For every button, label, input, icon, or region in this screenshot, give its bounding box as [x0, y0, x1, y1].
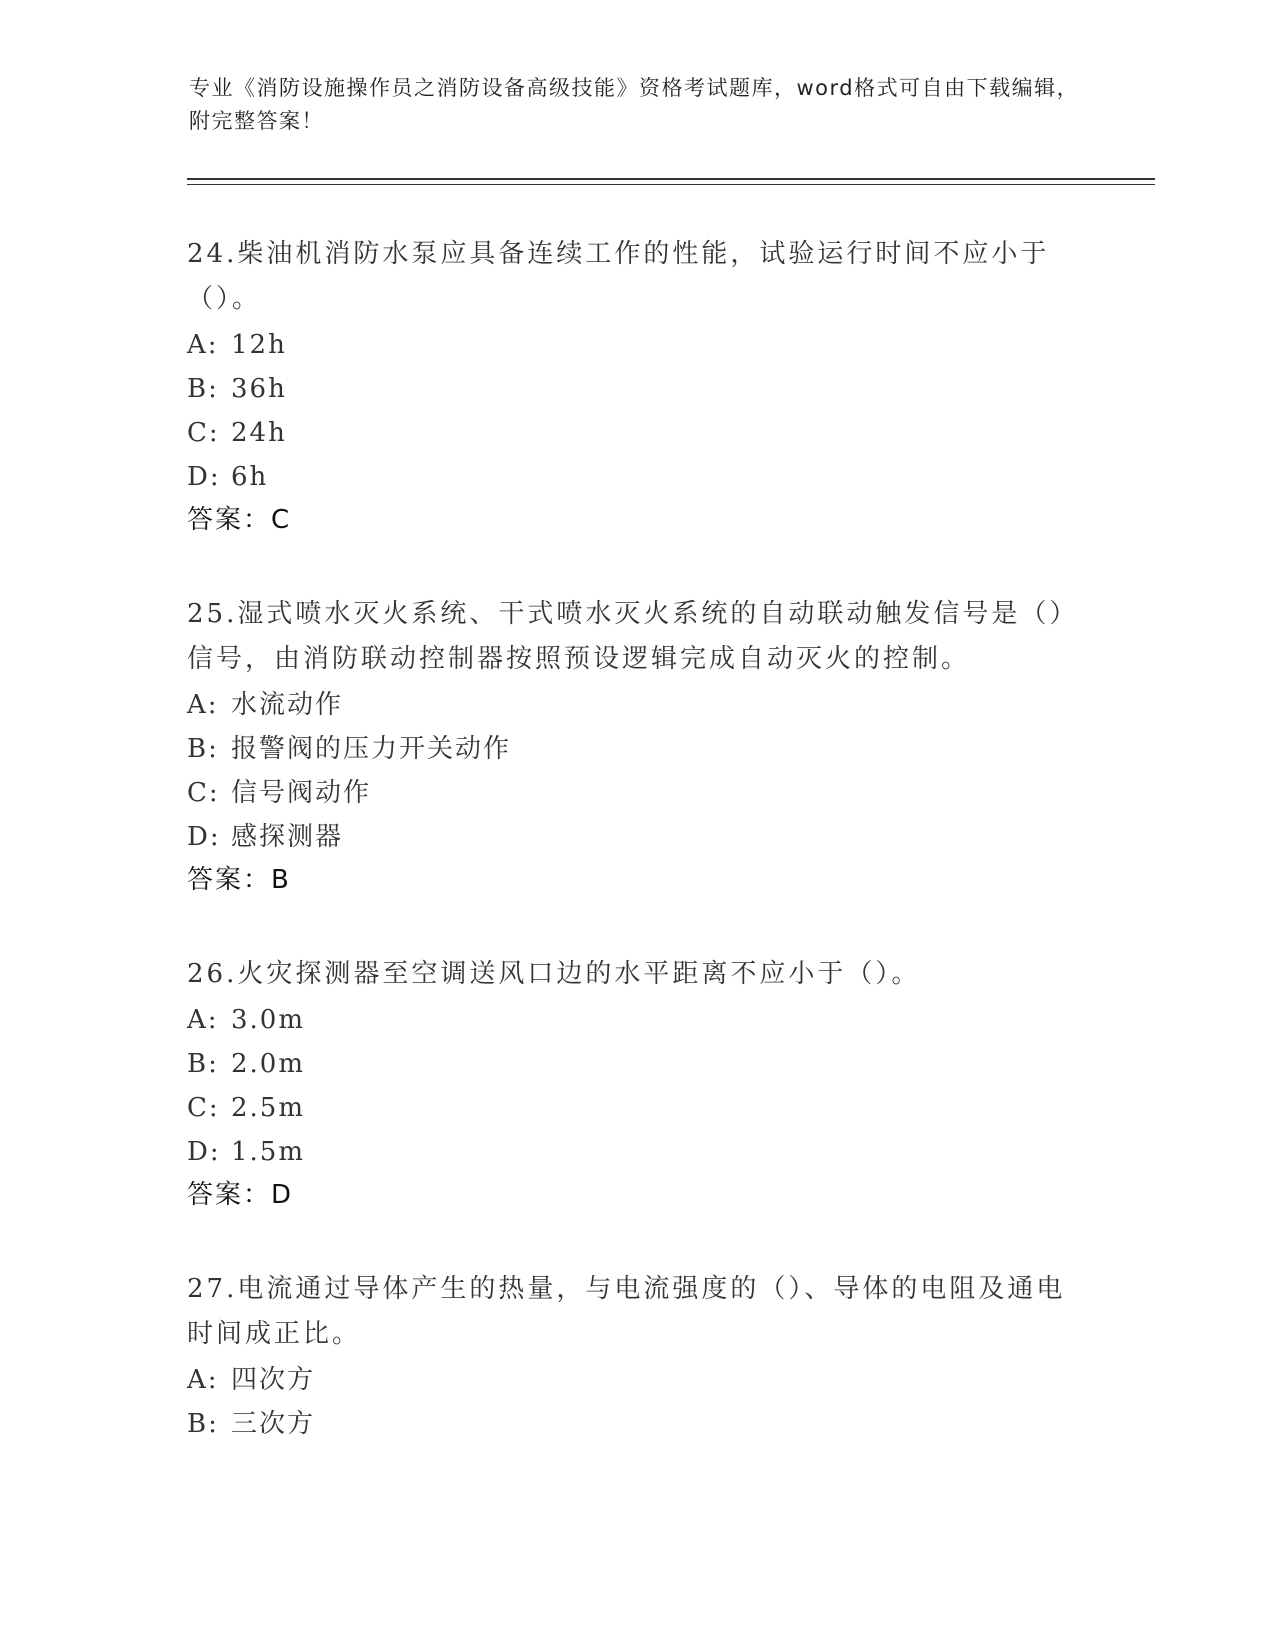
option-text: 36h — [231, 374, 287, 404]
option-label: D: — [187, 462, 221, 492]
option-c — [187, 415, 287, 451]
question-stem: 25.湿式喷水灭火系统、干式喷水灭火系统的自动联动触发信号是（）信号，由消防联动控制器按照预设逻辑完成自动灭火的控制。 — [187, 599, 1066, 674]
option-text: 信号阀动作 — [231, 778, 372, 808]
question-stem: 24.柴油机消防水泵应具备连续工作的性能，试验运行时间不应小于（）。 — [187, 239, 1050, 314]
answer: 答案：D — [187, 1180, 294, 1210]
option-label: C: — [187, 418, 220, 448]
option-label: A: — [187, 1005, 219, 1035]
option-b — [187, 731, 511, 767]
option-label: B: — [187, 374, 219, 404]
option-a — [187, 1002, 305, 1038]
option-text: 6h — [231, 462, 269, 492]
option-a — [187, 327, 287, 363]
option-text: 24h — [231, 418, 287, 448]
option-label: B: — [187, 1049, 219, 1079]
option-d — [187, 1134, 305, 1170]
option-b — [187, 1406, 315, 1442]
option-label: A: — [187, 690, 219, 720]
option-label: B: — [187, 1409, 219, 1439]
option-label: A: — [187, 330, 219, 360]
document-header: 专业《消防设施操作员之消防设备高级技能》资格考试题库，word格式可自由下载编辑，附完整答案！ — [189, 76, 1080, 133]
option-text: 四次方 — [231, 1365, 316, 1395]
option-text: 水流动作 — [231, 690, 344, 720]
option-text: 12h — [231, 330, 287, 360]
header-divider-thin — [187, 184, 1155, 185]
option-c — [187, 1090, 305, 1126]
option-a — [187, 687, 343, 723]
answer: 答案：B — [187, 865, 291, 895]
option-d — [187, 459, 268, 495]
option-text: 3.0m — [231, 1005, 306, 1035]
header-divider-thick — [187, 178, 1155, 180]
option-b — [187, 1046, 305, 1082]
option-text: 三次方 — [231, 1409, 316, 1439]
option-d — [187, 819, 343, 855]
option-label: C: — [187, 1093, 220, 1123]
option-label: D: — [187, 822, 221, 852]
option-b — [187, 371, 287, 407]
option-a — [187, 1362, 315, 1398]
option-label: A: — [187, 1365, 219, 1395]
option-text: 报警阀的压力开关动作 — [231, 734, 512, 764]
question-stem: 26.火灾探测器至空调送风口边的水平距离不应小于（）。 — [187, 959, 921, 989]
option-text: 2.5m — [231, 1093, 306, 1123]
answer: 答案：C — [187, 505, 292, 535]
option-label: B: — [187, 734, 219, 764]
option-label: D: — [187, 1137, 221, 1167]
option-text: 感探测器 — [231, 822, 344, 852]
option-c — [187, 775, 371, 811]
option-text: 2.0m — [231, 1049, 306, 1079]
question-stem: 27.电流通过导体产生的热量，与电流强度的（）、导体的电阻及通电时间成正比。 — [187, 1274, 1066, 1349]
option-text: 1.5m — [231, 1137, 306, 1167]
option-label: C: — [187, 778, 220, 808]
